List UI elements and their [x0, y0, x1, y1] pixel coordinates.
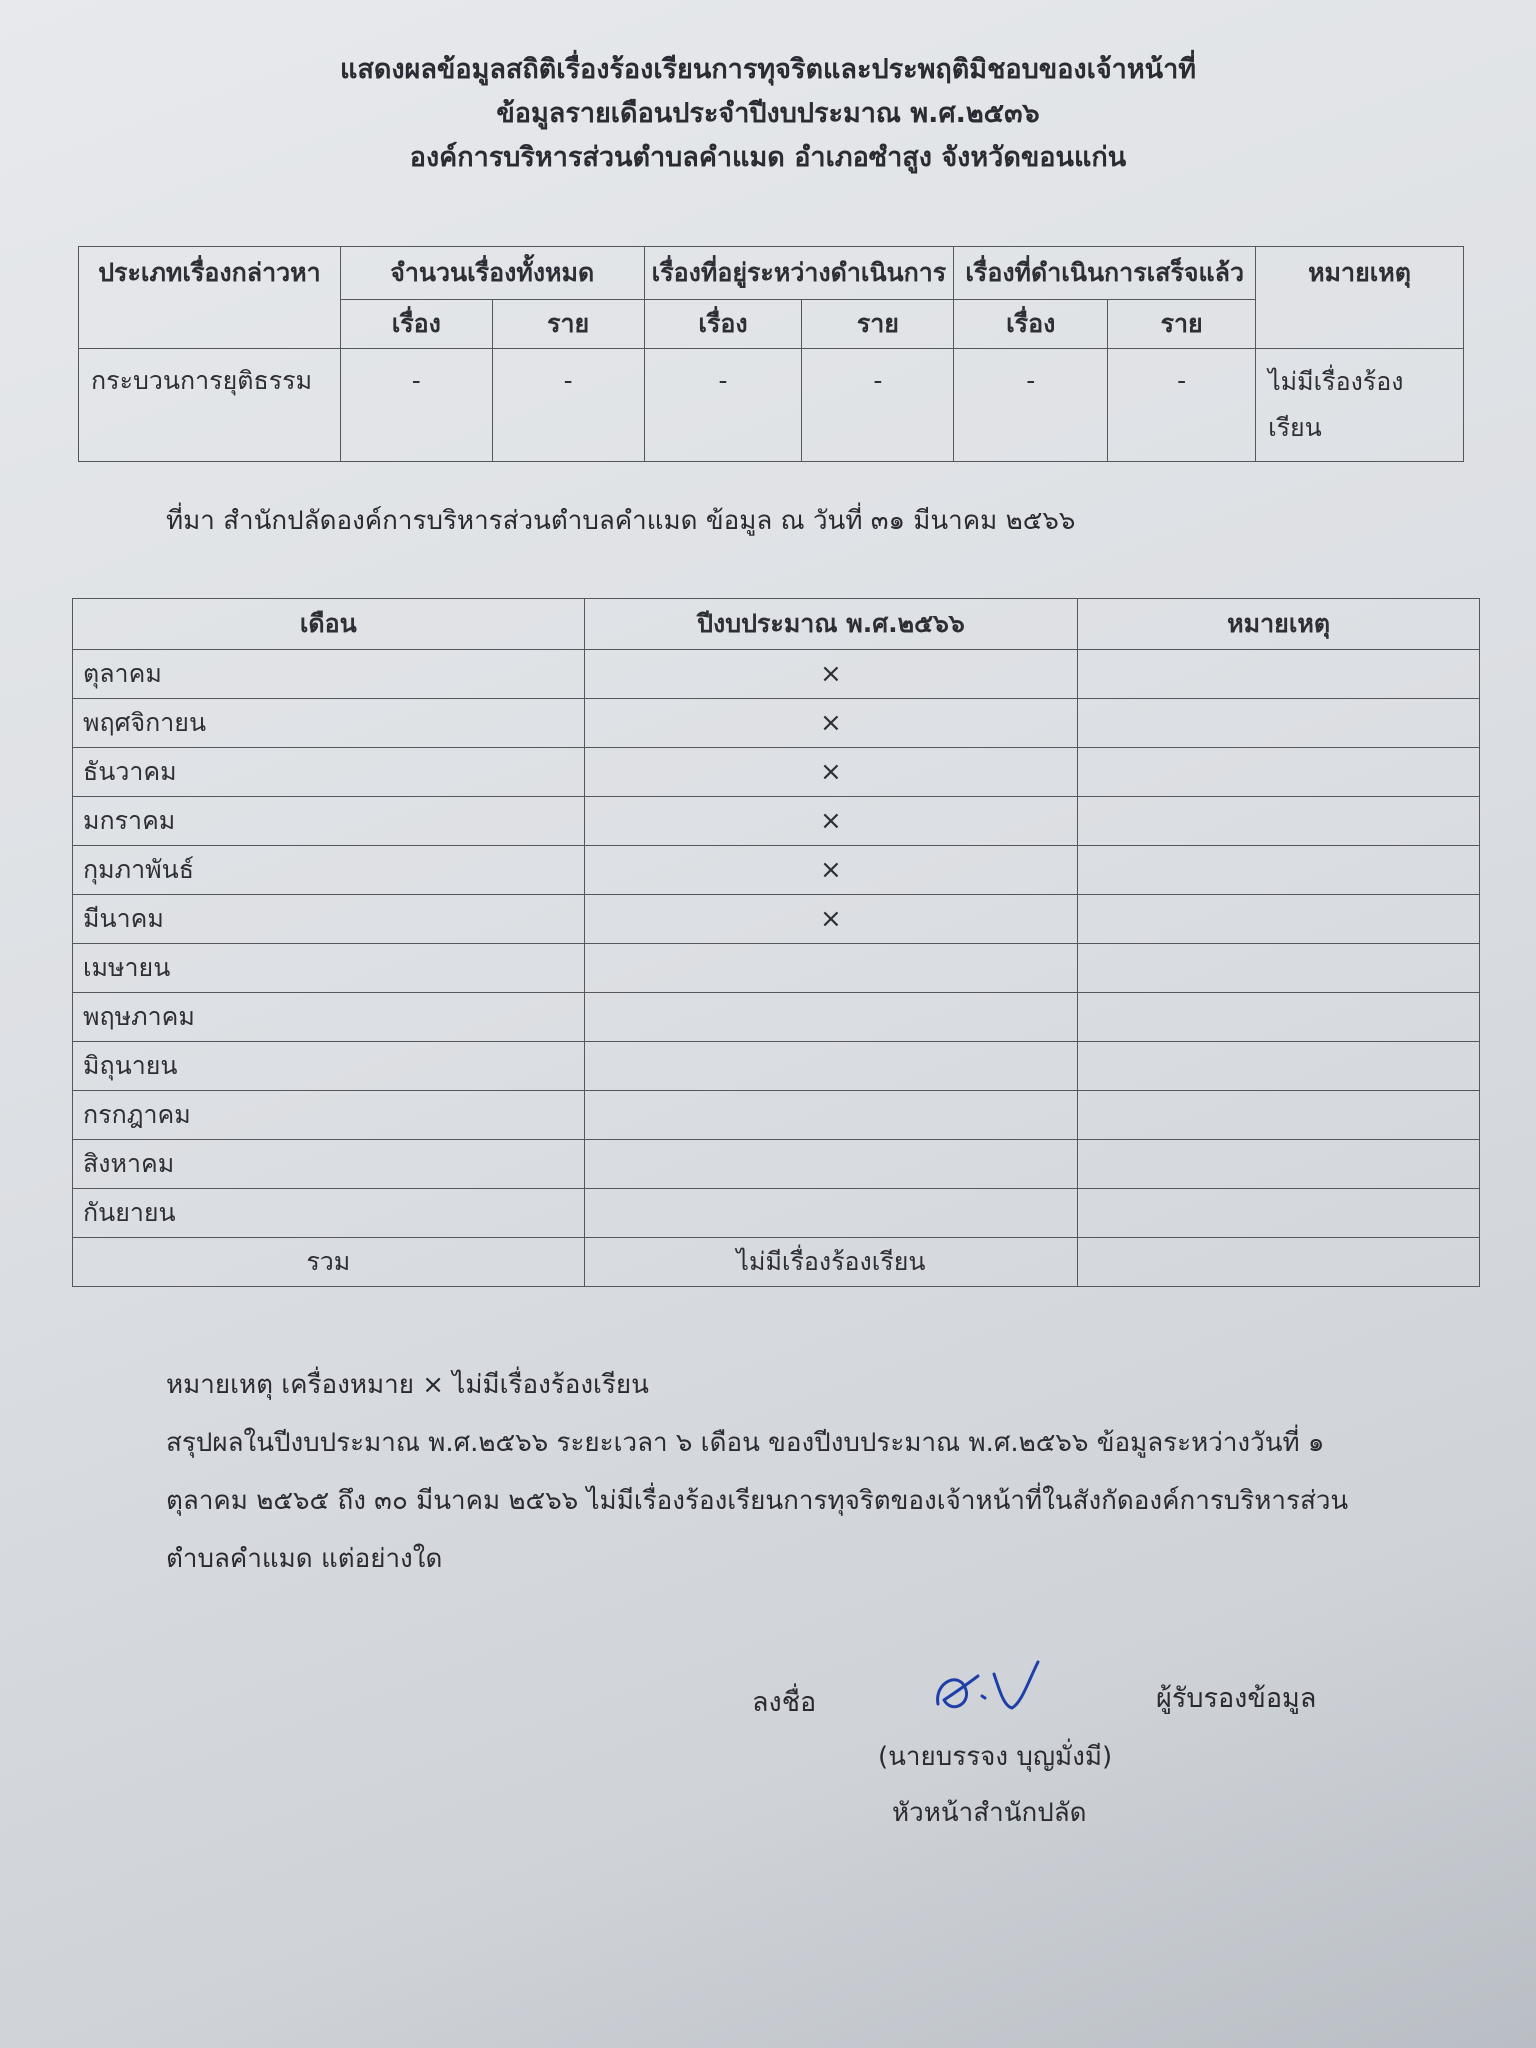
cell-mark: [584, 1189, 1078, 1238]
table-row: [73, 846, 1480, 895]
signature-image: [930, 1652, 1060, 1732]
cell-mark: [584, 1140, 1078, 1189]
cell-month: สิงหาคม: [73, 1140, 585, 1189]
table-row: [73, 944, 1480, 993]
title-line-2: ข้อมูลรายเดือนประจำปีงบประมาณ พ.ศ.๒๕๓๖: [496, 98, 1040, 129]
total-row: [73, 1238, 1480, 1287]
title-line-1: แสดงผลข้อมูลสถิติเรื่องร้องเรียนการทุจริตและประพฤติมิชอบของเจ้าหน้าที่: [339, 54, 1197, 85]
header-total: จำนวนเรื่องทั้งหมด: [340, 247, 644, 300]
cell-value: -: [644, 349, 802, 462]
cell-remark: [1078, 748, 1480, 797]
cell-value: -: [954, 349, 1108, 462]
cell-month: กันยายน: [73, 1189, 585, 1238]
cell-mark: ×: [584, 895, 1078, 944]
complaint-summary-table: [78, 246, 1464, 462]
cell-month: มีนาคม: [73, 895, 585, 944]
monthly-table: [72, 598, 1480, 1287]
cell-mark: ×: [584, 846, 1078, 895]
signer-name: (นายบรรจง บุญมั่งมี): [878, 1742, 1113, 1772]
subheader-person: ราย: [492, 300, 644, 349]
subheader-story: เรื่อง: [644, 300, 802, 349]
table-row: [73, 748, 1480, 797]
table-row: [73, 699, 1480, 748]
cell-month: มกราคม: [73, 797, 585, 846]
cell-value: -: [340, 349, 492, 462]
cell-remark: [1078, 1091, 1480, 1140]
cell-month: เมษายน: [73, 944, 585, 993]
signature-label: ลงชื่อ: [752, 1687, 817, 1718]
total-value: ไม่มีเรื่องร้องเรียน: [584, 1238, 1078, 1287]
table-row: [73, 1091, 1480, 1140]
header-complaint-type: ประเภทเรื่องกล่าวหา: [79, 247, 341, 349]
cell-remark: [1078, 1042, 1480, 1091]
cell-mark: [584, 993, 1078, 1042]
summary-line-3: ตำบลคำแมด แต่อย่างใด: [166, 1544, 443, 1574]
cell-value: -: [802, 349, 954, 462]
certifier-role: ผู้รับรองข้อมูล: [1156, 1683, 1317, 1714]
header-remark: หมายเหตุ: [1078, 599, 1480, 650]
note-legend: หมายเหตุ เครื่องหมาย × ไม่มีเรื่องร้องเรียน: [166, 1370, 649, 1400]
cell-month: กรกฎาคม: [73, 1091, 585, 1140]
cell-mark: [584, 1042, 1078, 1091]
cell-mark: [584, 1091, 1078, 1140]
cell-remark: [1078, 944, 1480, 993]
data-source-note: ที่มา สำนักปลัดองค์การบริหารส่วนตำบลคำแมด ข้อมูล ณ วันที่ ๓๑ มีนาคม ๒๕๖๖: [166, 506, 1076, 536]
title-line-3: องค์การบริหารส่วนตำบลคำแมด อำเภอซำสูง จังหวัดขอนแก่น: [409, 142, 1127, 173]
table-row: [79, 349, 1464, 462]
cell-month: มิถุนายน: [73, 1042, 585, 1091]
cell-remark: [1078, 797, 1480, 846]
cell-remark: [1078, 699, 1480, 748]
cell-month: พฤศจิกายน: [73, 699, 585, 748]
cell-remark: [1078, 1189, 1480, 1238]
cell-remark: [1078, 650, 1480, 699]
header-month: เดือน: [73, 599, 585, 650]
table-row: [73, 993, 1480, 1042]
cell-remark: [1078, 993, 1480, 1042]
summary-line-1: สรุปผลในปีงบประมาณ พ.ศ.๒๕๖๖ ระยะเวลา ๖ เดือน ของปีงบประมาณ พ.ศ.๒๕๖๖ ข้อมูลระหว่างวันที่ ๑: [166, 1428, 1325, 1458]
table-row: [73, 895, 1480, 944]
cell-mark: ×: [584, 748, 1078, 797]
header-fiscal-year: ปีงบประมาณ พ.ศ.๒๕๖๖: [584, 599, 1078, 650]
notes-section: [166, 1356, 1426, 1588]
total-label: รวม: [73, 1238, 585, 1287]
subheader-story: เรื่อง: [954, 300, 1108, 349]
summary-line-2: ตุลาคม ๒๕๖๕ ถึง ๓๐ มีนาคม ๒๕๖๖ ไม่มีเรื่องร้องเรียนการทุจริตของเจ้าหน้าที่ในสังกัดองค์การบริหารส่วน: [166, 1486, 1349, 1516]
table-row: [73, 797, 1480, 846]
cell-mark: ×: [584, 797, 1078, 846]
cell-month: ธันวาคม: [73, 748, 585, 797]
cell-remark: [1078, 1140, 1480, 1189]
table-row: [73, 1189, 1480, 1238]
cell-remark: [1078, 895, 1480, 944]
cell-mark: ×: [584, 699, 1078, 748]
cell-complaint-type: กระบวนการยุติธรรม: [79, 349, 341, 462]
cell-remark: [1078, 846, 1480, 895]
cell-value: -: [1108, 349, 1256, 462]
cell-month: กุมภาพันธ์: [73, 846, 585, 895]
cell-month: พฤษภาคม: [73, 993, 585, 1042]
subheader-story: เรื่อง: [340, 300, 492, 349]
document-title: [0, 48, 1536, 180]
cell-mark: ×: [584, 650, 1078, 699]
header-in-progress: เรื่องที่อยู่ระหว่างดำเนินการ: [644, 247, 954, 300]
cell-remark: ไม่มีเรื่องร้องเรียน: [1256, 349, 1464, 462]
cell-value: -: [492, 349, 644, 462]
table-row: [73, 1140, 1480, 1189]
header-done: เรื่องที่ดำเนินการเสร็จแล้ว: [954, 247, 1256, 300]
table-row: [73, 1042, 1480, 1091]
header-remark: หมายเหตุ: [1256, 247, 1464, 349]
cell-mark: [584, 944, 1078, 993]
signer-position: หัวหน้าสำนักปลัด: [892, 1798, 1087, 1828]
subheader-person: ราย: [802, 300, 954, 349]
cell-remark: [1078, 1238, 1480, 1287]
cell-month: ตุลาคม: [73, 650, 585, 699]
table-row: [73, 650, 1480, 699]
subheader-person: ราย: [1108, 300, 1256, 349]
